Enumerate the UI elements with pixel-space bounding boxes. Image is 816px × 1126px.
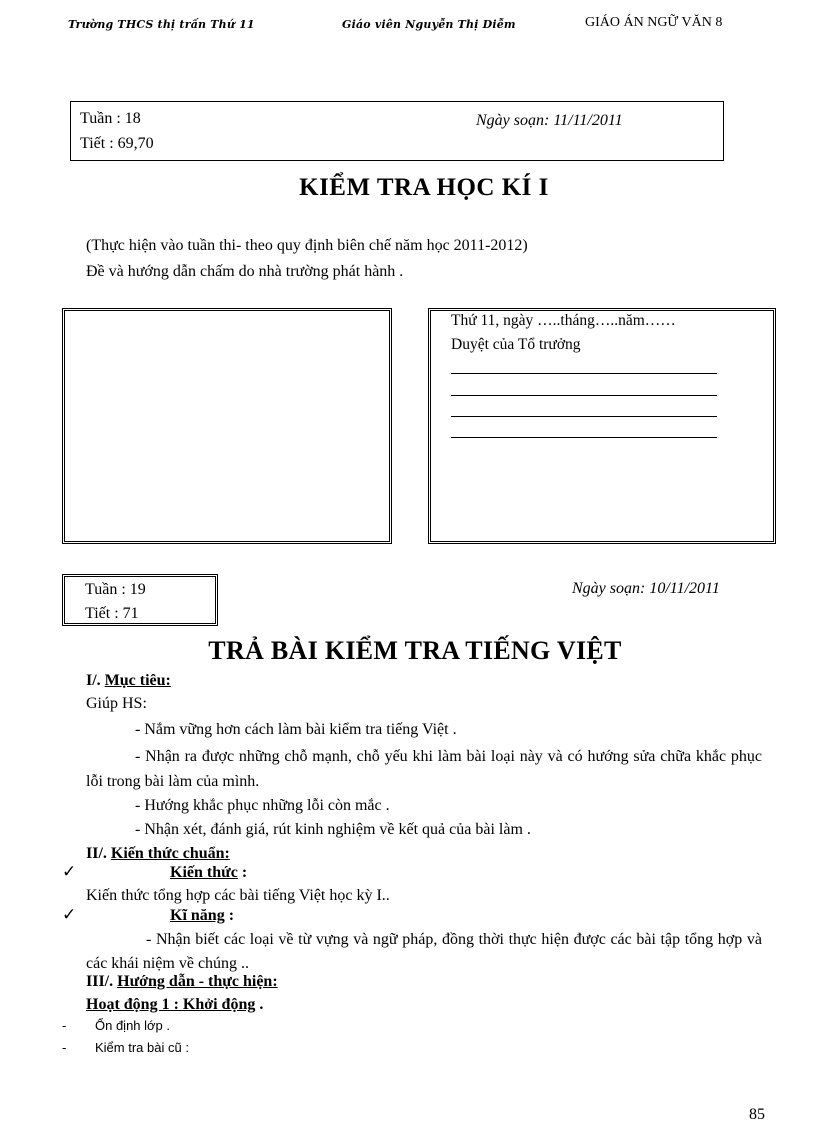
goal-item: - Nhận ra được những chỗ mạnh, chỗ yếu khi làm bài loại này và có hướng sửa chữa khắc phục lỗi trong bài làm của mình. [86, 748, 762, 790]
approval-date-line: Thứ 11, ngày …..tháng…..năm…… [451, 312, 676, 329]
lesson1-note2: Đề và hướng dẫn chấm do nhà trường phát hành . [86, 263, 404, 280]
lesson1-info-box [70, 101, 724, 161]
signature-line [451, 437, 717, 438]
skill-heading [170, 905, 234, 927]
section1-title: Mục tiêu: [104, 672, 171, 689]
lesson2-date: Ngày soạn: 10/11/2011 [572, 580, 720, 597]
knowledge-heading [170, 862, 247, 884]
lesson1-period: Tiết : 69,70 [80, 135, 154, 152]
knowledge-label: Kiến thức [170, 864, 238, 881]
list-item: Kiểm tra bài cũ : [95, 1040, 189, 1055]
lesson2-title: TRẢ BÀI KIỂM TRA TIẾNG VIỆT [208, 636, 622, 665]
goal-item: - Hướng khắc phục những lỗi còn mắc . [135, 797, 390, 814]
lesson2-period: Tiết : 71 [85, 605, 139, 622]
list-dash: - [62, 1040, 67, 1055]
skill-text: - Nhận biết các loại về từ vựng và ngữ pháp, đồng thời thực hiện được các bài tập tổng hợp và các khái niệm về chúng .. [86, 931, 762, 972]
lesson2-info-box [62, 574, 218, 626]
check-icon: ✓ [62, 862, 77, 882]
header-subject: GIÁO ÁN NGỮ VĂN 8 [585, 15, 723, 30]
page-number: 85 [749, 1106, 765, 1123]
section1-number: I/. [86, 672, 101, 689]
signature-line [451, 395, 717, 396]
activity1-dot: . [255, 996, 264, 1013]
lesson1-title: KIỂM TRA HỌC KÍ I [299, 174, 549, 201]
knowledge-colon: : [237, 864, 248, 881]
header-teacher: Giáo viên Nguyễn Thị Diễm [342, 18, 516, 31]
lesson2-week: Tuần : 19 [85, 581, 146, 598]
section3-heading [86, 971, 278, 993]
lesson1-week: Tuần : 18 [80, 110, 141, 127]
section2-title: Kiến thức chuẩn: [110, 845, 230, 862]
list-dash: - [62, 1018, 67, 1033]
check-icon: ✓ [62, 905, 77, 925]
header-school: Trường THCS thị trấn Thứ 11 [68, 18, 255, 31]
signature-line [451, 373, 717, 374]
lesson1-note1: (Thực hiện vào tuần thi- theo quy định biên chế năm học 2011-2012) [86, 237, 528, 254]
activity1-heading [86, 994, 263, 1016]
approval-label: Duyệt của Tổ trưởng [451, 336, 581, 353]
section2-number: II/. [86, 845, 107, 862]
section1-heading [86, 670, 171, 692]
lesson1-date: Ngày soạn: 11/11/2011 [476, 112, 623, 129]
goal-item: - Nhận xét, đánh giá, rút kinh nghiệm về kết quả của bài làm . [135, 821, 531, 838]
signature-line [451, 416, 717, 417]
goal-item: - Nắm vững hơn cách làm bài kiểm tra tiếng Việt . [135, 721, 457, 738]
section3-number: III/. [86, 973, 114, 990]
activity1-label: Hoạt động 1 : Khởi động [86, 996, 256, 1013]
skill-colon: : [224, 907, 235, 924]
knowledge-text: Kiến thức tổng hợp các bài tiếng Việt học kỳ I.. [86, 887, 390, 904]
list-item: Ổn định lớp . [95, 1018, 171, 1033]
skill-label: Kĩ năng [170, 907, 225, 924]
approval-box [428, 308, 776, 544]
section3-title: Hướng dẫn - thực hiện: [117, 973, 278, 990]
blank-box [62, 308, 392, 544]
help-text: Giúp HS: [86, 695, 147, 712]
